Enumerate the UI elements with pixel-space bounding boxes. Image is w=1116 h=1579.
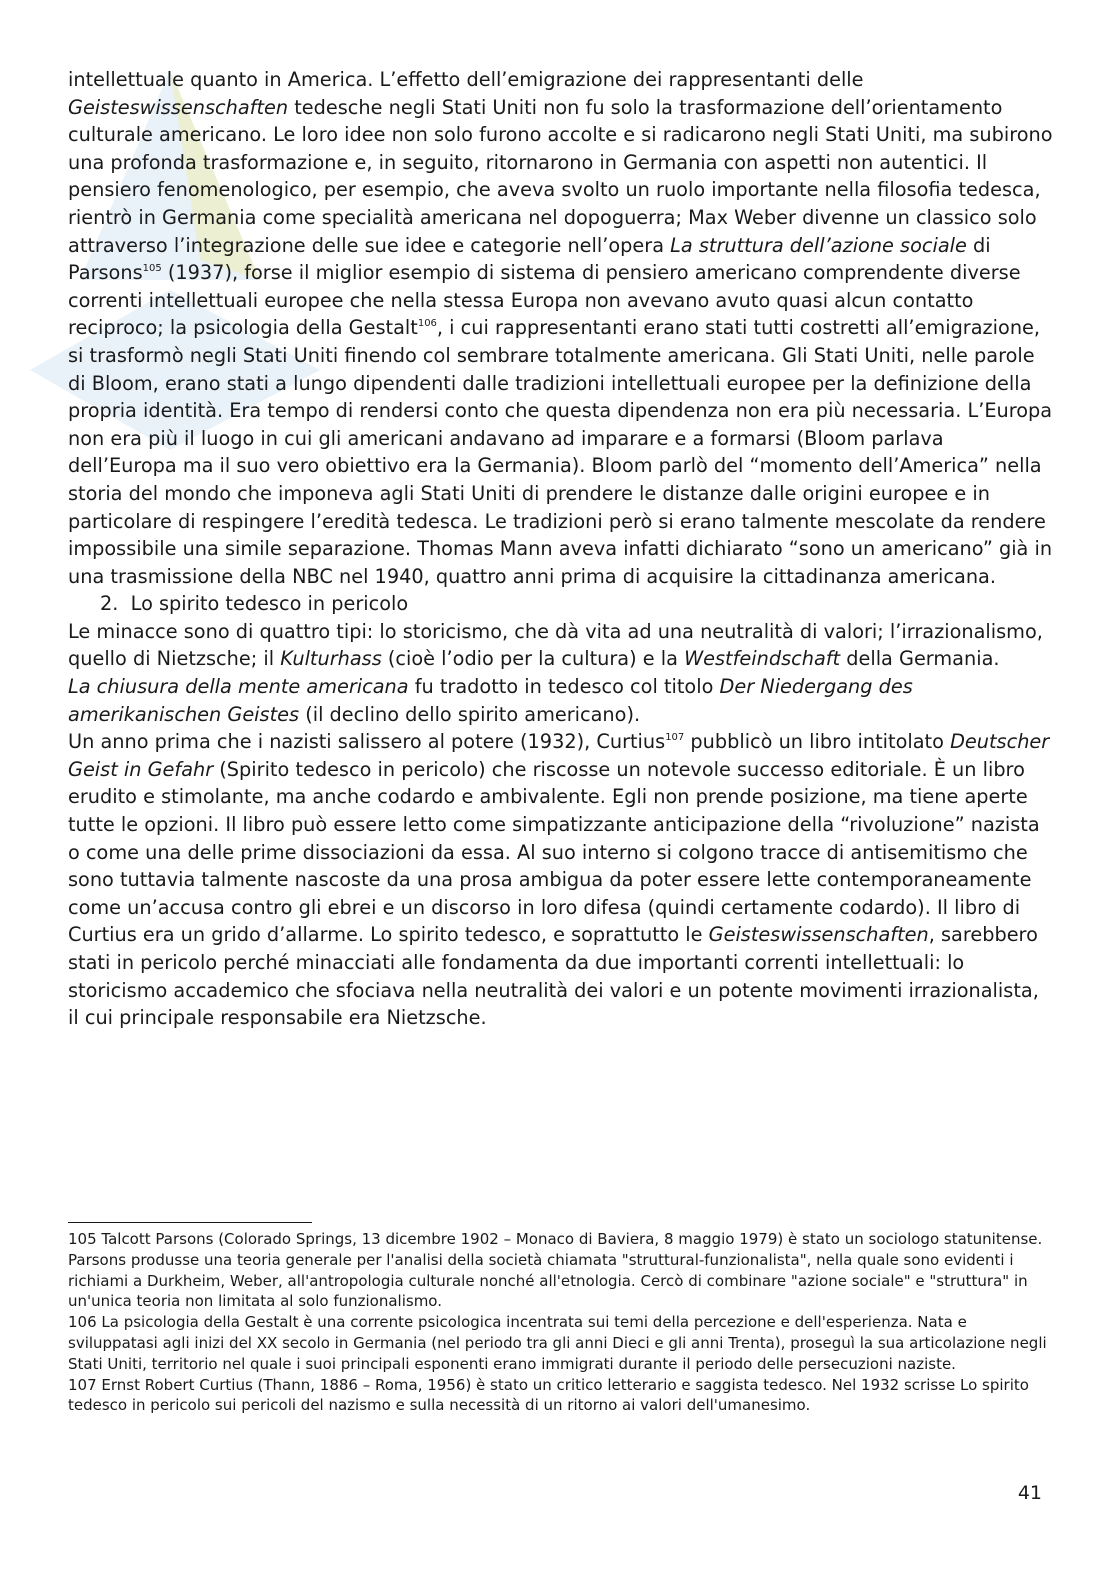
italic-term: Geisteswissenschaften bbox=[68, 95, 289, 119]
footnote-ref: 105 bbox=[142, 263, 162, 275]
text-run: intellettuale quanto in America. L’effetto dell’emigrazione dei rappresentanti delle bbox=[68, 68, 864, 91]
heading-text: Lo spirito tedesco in pericolo bbox=[130, 592, 409, 616]
footnote-105: 105 Talcott Parsons (Colorado Springs, 13 dicembre 1902 – Monaco di Baviera, 8 maggio 1979) è stato un sociologo statunitense. Parsons produsse una teoria generale per l'analisi della società chiamata "struttural-funzionalista", nella quale sono evidenti i richiami a Durkheim, Weber, all'antropologia culturale nonché all'etnologia. Cercò di combinare "azione sociale" e "struttura" in un'unica teoria non limitata al solo funzionalismo. bbox=[68, 1230, 1043, 1311]
text-run: , i cui rappresentanti erano stati tutti costretti all’emigrazione, si trasformò negli Stati Uniti finendo col sembrare totalmente americana. Gli Stati Uniti, nelle parole di Bloom, erano stati a lungo dipendenti dalle tradizioni intellettuali europee per la definizione della propria identità. Era tempo di rendersi conto che questa dipendenza non era più necessaria. L’Europa non era più il luogo in cui gli americani andavano ad imparare e a formarsi (Bloom parlava dell’Europa ma il suo vero obiettivo era la Germania). Bloom parlò del “momento dell’America” nella storia del mondo che imponeva agli Stati Uniti di prendere le distanze dalle origini europee e in particolare di respingere l’eredità tedesca. Le tradizioni però si erano talmente mescolate da rendere impossibile una simile separazione. Thomas Mann aveva infatti dichiarato “sono un americano” già in una trasmissione della NBC nel 1940, quattro anni prima di acquisire la cittadinanza americana. bbox=[68, 316, 1053, 588]
italic-term: Kulturhass bbox=[280, 647, 382, 671]
text-run: , sarebbero stati in pericolo perché minacciati alle fondamenta da due importanti correnti intellettuali: lo storicismo accademico che sfociava nella neutralità dei valori e un potente movimenti irrazionalista, il cui principale responsabile era Nietzsche. bbox=[68, 923, 1039, 1030]
text-run: fu tradotto in tedesco col titolo bbox=[408, 675, 720, 699]
paragraph-3 bbox=[68, 673, 1053, 728]
footnote-ref: 106 bbox=[417, 318, 437, 330]
italic-title: La struttura dell’azione sociale bbox=[670, 233, 967, 257]
text-run: (cioè l’odio per la cultura) e la bbox=[381, 647, 685, 671]
footnotes bbox=[68, 1229, 1053, 1416]
text-run: di Parsons bbox=[68, 233, 991, 285]
main-text bbox=[68, 66, 1053, 1032]
text-run: della Germania. bbox=[840, 647, 1000, 671]
footnote-107: 107 Ernst Robert Curtius (Thann, 1886 – Roma, 1956) è stato un critico letterario e saggista tedesco. Nel 1932 scrisse Lo spirito tedesco in pericolo sui pericoli del nazismo e sulla necessità di un ritorno ai valori dell'umanesimo. bbox=[68, 1375, 1029, 1415]
italic-term: Westfeindschaft bbox=[684, 647, 841, 671]
paragraph-1 bbox=[68, 66, 1053, 590]
section-heading bbox=[68, 590, 1053, 618]
text-run: tedesche negli Stati Uniti non fu solo la trasformazione dell’orientamento culturale americano. Le loro idee non solo furono accolte e si radicarono negli Stati Uniti, ma subirono una profonda trasformazione e, in seguito, ritornarono in Germania con aspetti non autentici. Il pensiero fenomenologico, per esempio, che aveva svolto un ruolo importante nella filosofia tedesca, rientrò in Germania come specialità americana nel dopoguerra; Max Weber divenne un classico solo attraverso l’integrazione delle sue idee e categorie nell’opera bbox=[68, 95, 1053, 257]
text-run: pubblicò un libro intitolato bbox=[684, 730, 951, 754]
italic-title: La chiusura della mente americana bbox=[68, 675, 409, 699]
text-run: Un anno prima che i nazisti salissero al potere (1932), Curtius bbox=[68, 730, 666, 754]
footnote-ref: 107 bbox=[665, 732, 685, 744]
text-run: (Spirito tedesco in pericolo) che riscosse un notevole successo editoriale. È un libro erudito e stimolante, ma anche codardo e ambivalente. Egli non prende posizione, ma tiene aperte tutte le opzioni. Il libro può essere letto come simpatizzante anticipazione della “rivoluzione” nazista o come una delle prime dissociazioni da essa. Al suo interno si colgono tracce di antisemitismo che sono tuttavia talmente nascoste da una prosa ambigua da poter essere lette contemporaneamente come un’accusa contro gli ebrei e un discorso in loro difesa (quindi certamente codardo). Il libro di Curtius era un grido d’allarme. Lo spirito tedesco, e soprattutto le bbox=[68, 757, 1040, 947]
paragraph-4 bbox=[68, 728, 1053, 1032]
italic-title: Der Niedergang des amerikanischen Geistes bbox=[68, 675, 913, 726]
footnote-106: 106 La psicologia della Gestalt è una corrente psicologica incentrata sui temi della percezione e dell'esperienza. Nata e sviluppatasi agli inizi del XX secolo in Germania (nel periodo tra gli anni Dieci e gli anni Trenta), proseguì la sua articolazione negli Stati Uniti, territorio nel quale i suoi principali esponenti erano immigrati durante il periodo delle persecuzioni naziste. bbox=[68, 1313, 1047, 1373]
paragraph-2 bbox=[68, 618, 1053, 673]
page-number: 41 bbox=[1017, 1482, 1042, 1504]
text-run: (il declino dello spirito americano). bbox=[299, 702, 641, 726]
footnote-separator bbox=[68, 1222, 312, 1223]
italic-term: Geisteswissenschaften bbox=[708, 923, 929, 947]
text-run: (1937), forse il miglior esempio di sistema di pensiero americano comprendente diverse correnti intellettuali europee che nella stessa Europa non avevano avuto quasi alcun contatto reciproco; la psicologia della Gestalt bbox=[68, 261, 1021, 340]
heading-number: 2. bbox=[100, 592, 119, 616]
text-run: Le minacce sono di quattro tipi: lo storicismo, che dà vita ad una neutralità di valori; l’irrazionalismo, quello di Nietzsche; il bbox=[68, 619, 1043, 671]
italic-title: Deutscher Geist in Gefahr bbox=[68, 730, 1050, 781]
